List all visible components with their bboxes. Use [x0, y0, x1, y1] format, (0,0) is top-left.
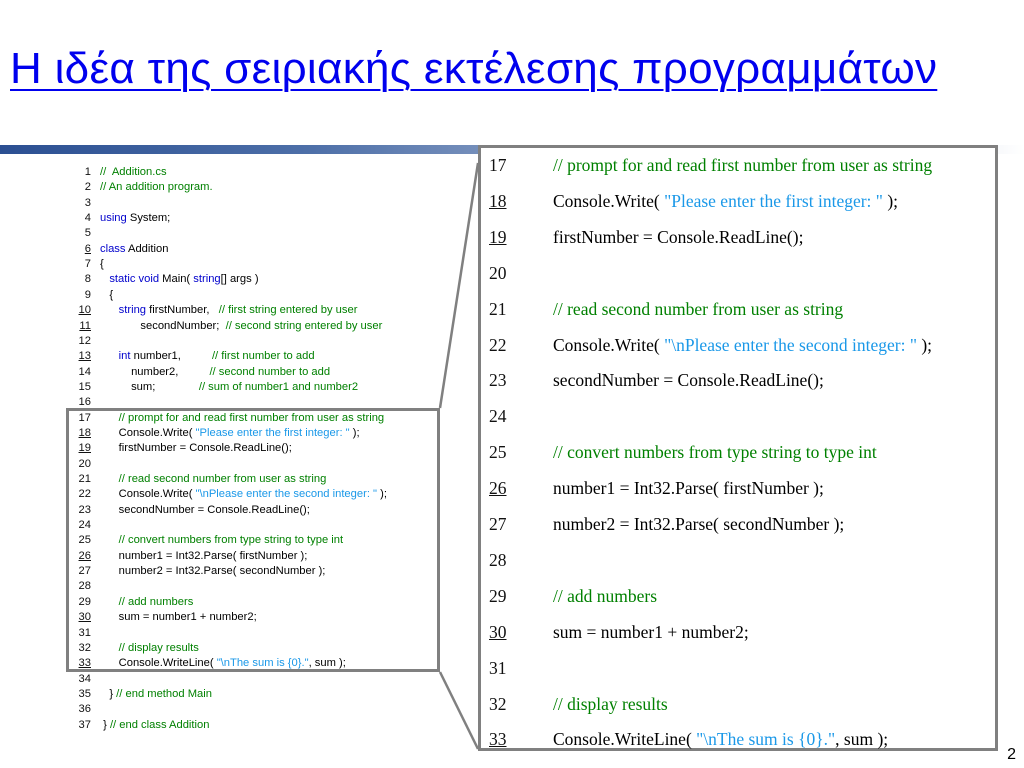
code-token-keyword: string — [118, 304, 147, 317]
code-text — [553, 437, 877, 467]
code-text — [100, 211, 170, 226]
code-text — [553, 222, 803, 252]
code-text — [553, 509, 844, 539]
line-number: 10 — [78, 304, 91, 317]
code-token-plain: number1 = Int32.Parse( firstNumber ); — [100, 549, 308, 562]
line-number: 17 — [78, 411, 91, 424]
connector-line-top — [440, 163, 478, 408]
code-text — [553, 294, 843, 324]
line-number: 14 — [78, 365, 91, 378]
code-text — [100, 257, 104, 272]
code-token-keyword: int — [118, 350, 131, 363]
code-token-comment: // display results — [118, 641, 199, 654]
code-token-string: "\nPlease enter the second integer: " — [195, 488, 378, 501]
code-token-comment: // display results — [553, 693, 668, 714]
code-token-plain: Main( — [159, 273, 194, 286]
line-number: 30 — [78, 611, 91, 624]
code-text — [100, 272, 259, 287]
code-token-string: "\nThe sum is {0}." — [216, 657, 309, 670]
code-token-plain — [100, 304, 119, 316]
code-text — [553, 473, 824, 503]
code-token-plain: secondNumber = Console.ReadLine(); — [100, 503, 310, 516]
code-text — [100, 180, 213, 195]
code-token-comment: // prompt for and read first number from user as string — [553, 155, 933, 175]
connector-line-bottom — [440, 672, 478, 749]
code-token-plain: sum = number1 + number2; — [100, 611, 257, 624]
code-token-comment: // convert numbers from type string to type int — [553, 442, 877, 463]
line-number: 30 — [489, 621, 507, 642]
line-number: 27 — [489, 514, 507, 534]
code-token-plain: Console.Write( — [100, 488, 196, 501]
code-token-comment: // add numbers — [118, 595, 194, 608]
line-number: 31 — [489, 657, 507, 678]
code-token-plain: secondNumber; — [100, 319, 226, 332]
line-number: 1 — [84, 166, 91, 178]
code-token-comment: // add numbers — [553, 585, 658, 606]
line-number: 5 — [84, 227, 91, 240]
code-token-plain: Console.Write( — [553, 334, 665, 355]
code-token-comment: // convert numbers from type string to type int — [118, 534, 344, 547]
line-number: 22 — [489, 334, 507, 355]
code-token-comment: // second string entered by user — [225, 319, 383, 332]
line-number: 6 — [84, 242, 91, 255]
line-number: 28 — [489, 549, 507, 570]
code-token-plain: sum; — [100, 380, 199, 393]
code-token-plain: } — [100, 687, 117, 700]
code-text — [553, 724, 888, 754]
code-token-plain: firstNumber = Console.ReadLine(); — [553, 226, 804, 247]
line-number: 34 — [78, 672, 91, 685]
code-text — [100, 242, 168, 257]
code-text — [100, 349, 315, 364]
line-number: 35 — [78, 687, 91, 700]
code-token-comment: // end class Addition — [109, 718, 210, 731]
line-number: 8 — [84, 273, 91, 286]
code-text — [553, 365, 824, 395]
code-token-plain: Console.Write( — [553, 190, 665, 211]
line-number: 29 — [78, 595, 91, 608]
line-number: 37 — [78, 718, 91, 731]
line-number: 24 — [78, 519, 91, 532]
code-text — [100, 319, 382, 334]
line-number: 33 — [78, 657, 91, 670]
code-token-string: "Please enter the first integer: " — [664, 190, 883, 211]
code-text — [100, 165, 167, 180]
code-text — [553, 330, 932, 360]
code-token-plain: System; — [126, 212, 171, 225]
line-number: 12 — [78, 334, 91, 347]
code-text — [100, 288, 113, 303]
code-token-string: "Please enter the first integer: " — [195, 426, 350, 439]
line-number: 32 — [78, 641, 91, 654]
code-token-plain — [100, 273, 109, 285]
code-token-plain: , sum ); — [835, 729, 889, 750]
line-number: 7 — [84, 258, 91, 271]
code-token-plain: { — [100, 288, 114, 301]
line-number: 31 — [78, 626, 91, 639]
line-number: 20 — [78, 457, 91, 470]
code-text — [553, 150, 932, 180]
page-number: 2 — [1007, 746, 1016, 763]
code-token-comment: // read second number from user as string — [553, 298, 844, 319]
code-text — [553, 186, 898, 216]
code-token-plain: Console.WriteLine( — [100, 657, 217, 670]
line-number: 27 — [78, 565, 91, 578]
code-token-plain — [100, 350, 119, 362]
code-text — [100, 718, 209, 733]
code-token-plain: number1, — [130, 350, 212, 363]
line-number: 26 — [78, 549, 91, 562]
code-token-keyword: using — [100, 212, 127, 225]
line-number: 22 — [78, 488, 91, 501]
line-number: 33 — [489, 729, 507, 750]
code-text — [100, 303, 357, 318]
line-number: 11 — [79, 319, 91, 332]
line-number: 18 — [78, 426, 91, 439]
code-token-comment: // first number to add — [211, 350, 315, 363]
code-token-plain: [] args ) — [220, 273, 259, 286]
line-number: 24 — [489, 406, 507, 427]
code-token-comment: // Addition.cs — [100, 166, 167, 178]
code-token-plain: number2 = Int32.Parse( secondNumber ); — [553, 514, 845, 534]
line-number: 23 — [489, 370, 507, 391]
code-token-comment: // prompt for and read first number from user as string — [118, 411, 385, 424]
code-text — [100, 380, 358, 395]
code-token-plain: Console.WriteLine( — [553, 729, 697, 750]
code-token-comment: // first string entered by user — [218, 304, 358, 317]
line-number: 28 — [78, 580, 91, 593]
code-token-plain: firstNumber, — [146, 304, 219, 317]
code-token-plain: number2, — [100, 365, 210, 378]
code-token-plain: number2 = Int32.Parse( secondNumber ); — [100, 565, 326, 578]
code-token-keyword: static void — [109, 273, 160, 286]
zoomed-code-panel — [478, 145, 998, 751]
code-token-plain: ); — [377, 488, 387, 501]
code-token-keyword: string — [193, 273, 221, 286]
code-token-plain: firstNumber = Console.ReadLine(); — [100, 442, 292, 455]
code-token-comment: // end method Main — [116, 687, 212, 700]
code-token-comment: // read second number from user as string — [118, 473, 327, 485]
code-token-plain: } — [100, 718, 110, 731]
code-token-string: "\nThe sum is {0}." — [696, 729, 836, 750]
line-number: 20 — [489, 262, 507, 283]
line-number: 3 — [84, 196, 91, 209]
line-number: 26 — [489, 478, 507, 499]
code-token-plain: Console.Write( — [100, 426, 196, 439]
code-token-plain: Addition — [125, 242, 169, 255]
code-token-plain: secondNumber = Console.ReadLine(); — [553, 370, 824, 391]
line-number: 25 — [78, 534, 91, 547]
code-text — [100, 365, 330, 380]
line-number: 2 — [84, 181, 91, 194]
code-token-plain: ); — [349, 426, 360, 439]
line-number: 18 — [489, 190, 507, 211]
line-number: 17 — [489, 155, 507, 175]
code-token-plain: { — [100, 258, 104, 271]
line-number: 15 — [78, 380, 91, 393]
code-token-string: "\nPlease enter the second integer: " — [664, 334, 917, 355]
line-number: 21 — [489, 298, 507, 319]
code-token-comment: // sum of number1 and number2 — [198, 380, 359, 393]
line-number: 23 — [78, 503, 91, 516]
code-token-comment: // An addition program. — [100, 181, 213, 194]
code-text — [553, 581, 657, 611]
code-text — [100, 687, 212, 702]
line-number: 4 — [84, 212, 91, 225]
code-text — [553, 617, 749, 647]
code-token-plain: ); — [916, 334, 933, 355]
line-number: 36 — [78, 703, 91, 716]
line-number: 9 — [84, 288, 91, 301]
code-text — [553, 689, 668, 719]
line-number: 16 — [78, 396, 91, 409]
highlighted-code-region — [66, 408, 440, 672]
code-token-plain: ); — [882, 190, 899, 211]
code-token-comment: // second number to add — [209, 365, 331, 378]
line-number: 25 — [489, 442, 507, 463]
code-token-plain: , sum ); — [308, 657, 346, 670]
line-number: 21 — [78, 473, 91, 485]
line-number: 29 — [489, 585, 507, 606]
slide-title: Η ιδέα της σειριακής εκτέλεσης προγραμμάτων — [10, 44, 938, 93]
code-token-plain: sum = number1 + number2; — [553, 621, 749, 642]
line-number: 32 — [489, 693, 507, 714]
line-number: 19 — [78, 442, 91, 455]
line-number: 13 — [78, 350, 91, 363]
code-token-plain: number1 = Int32.Parse( firstNumber ); — [553, 478, 824, 499]
code-token-keyword: class — [100, 242, 126, 255]
line-number: 19 — [489, 226, 507, 247]
